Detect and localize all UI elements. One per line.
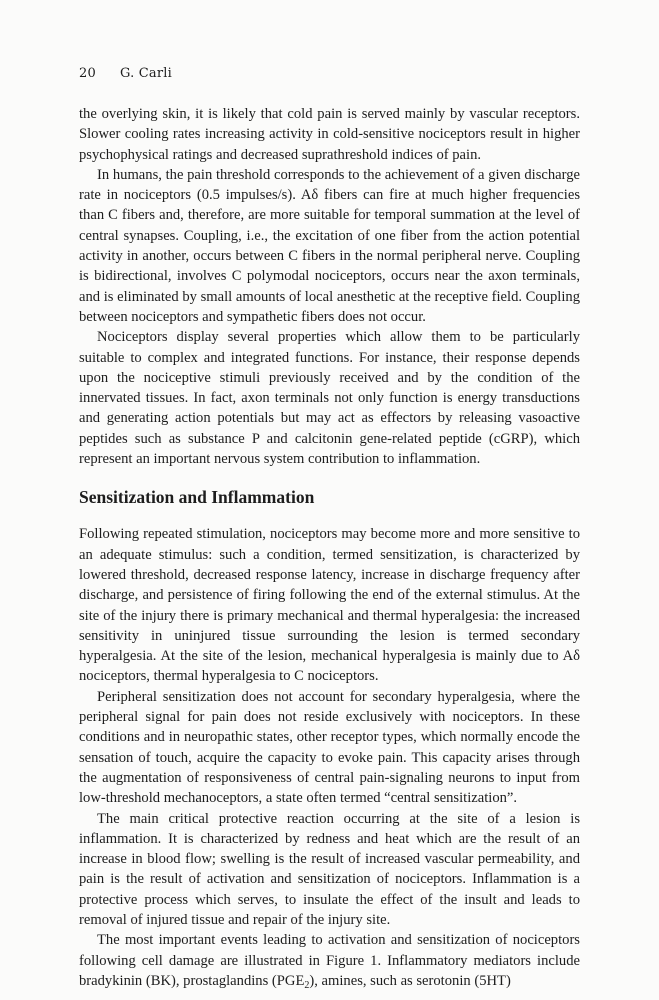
paragraph: In humans, the pain threshold corresponds to the achievement of a given discharge rate in nociceptors (0.5 impulses/s). Aδ fibers can fire at much higher frequencies than C fibers and, therefore, are more suitable for temporal summation at the level of central synapses. Coupling, i.e., the excitation of one fiber from the action potential activity in another, occurs between C fibers in the normal peripheral nerve. Coupling is bidirectional, involves C polymodal nociceptors, occurs near the axon terminals, and is eliminated by small amounts of local anesthetic at the receptive field. Coupling between nociceptors and sympathetic fibers does not occur. (79, 166, 580, 325)
section-heading: Sensitization and Inflammation (79, 487, 315, 508)
paragraph: Nociceptors display several properties which allow them to be particularly suitable to complex and integrated functions. For instance, their response depends upon the nociceptive stimuli previously received and by the condition of the innervated tissues. In fact, axon terminals not only function is energy transductions and generating action potentials but may act as effectors by releasing vasoactive peptides such as substance P and calcitonin gene-related peptide (cGRP), which represent an important nervous system contribution to inflammation. (79, 329, 580, 468)
running-head (79, 66, 172, 81)
paragraph (79, 930, 580, 991)
author-name: G. Carli (119, 66, 172, 81)
body-text (79, 104, 580, 991)
subscript: 2 (304, 979, 310, 991)
paragraph: Peripheral sensitization does not account for secondary hyperalgesia, where the peripheral signal for pain does not reside exclusively with nociceptors. In these conditions and in neuropathic states, other receptor types, which normally encode the sensation of touch, acquire the capacity to evoke pain. This capacity arises through the augmentation of responsiveness of central pain-signaling neurons to input from low-threshold mechanoceptors, a state often termed “central sensitization”. (79, 688, 580, 807)
page-number: 20 (79, 66, 96, 81)
paragraph: the overlying skin, it is likely that cold pain is served mainly by vascular receptors. Slower cooling rates increasing activity in cold-sensitive nociceptors result in higher psychophysical ratings and decreased suprathreshold indices of pain. (79, 106, 580, 163)
paragraph: The main critical protective reaction occurring at the site of a lesion is inflammation. It is characterized by redness and heat which are the result of an increase in blood flow; swelling is the result of increased vascular permeability, and pain is the result of activation and sensitization of nociceptors. Inflammation is a protective process which serves, to insulate the effect of the insult and leads to removal of injured tissue and repair of the injury site. (79, 810, 580, 928)
paragraph: Following repeated stimulation, nociceptors may become more and more sensitive to an adequate stimulus: such a condition, termed sensitization, is characterized by lowered threshold, decreased response latency, increase in discharge frequency after discharge, and persistence of firing following the end of the external stimulus. At the site of the injury there is primary mechanical and thermal hyperalgesia: the increased sensitivity in uninjured tissue surrounding the lesion is termed secondary hyperalgesia. At the site of the lesion, mechanical hyperalgesia is mainly due to Aδ nociceptors, thermal hyperalgesia to C nociceptors. (79, 526, 580, 685)
paragraph-text: The most important events leading to activation and sensitization of nociceptors following cell damage are illustrated in Figure 1. Inflammatory mediators include bradykinin (BK), prostaglandins (PGE (79, 932, 580, 989)
paragraph-text: ), amines, such as serotonin (5HT) (309, 972, 511, 989)
